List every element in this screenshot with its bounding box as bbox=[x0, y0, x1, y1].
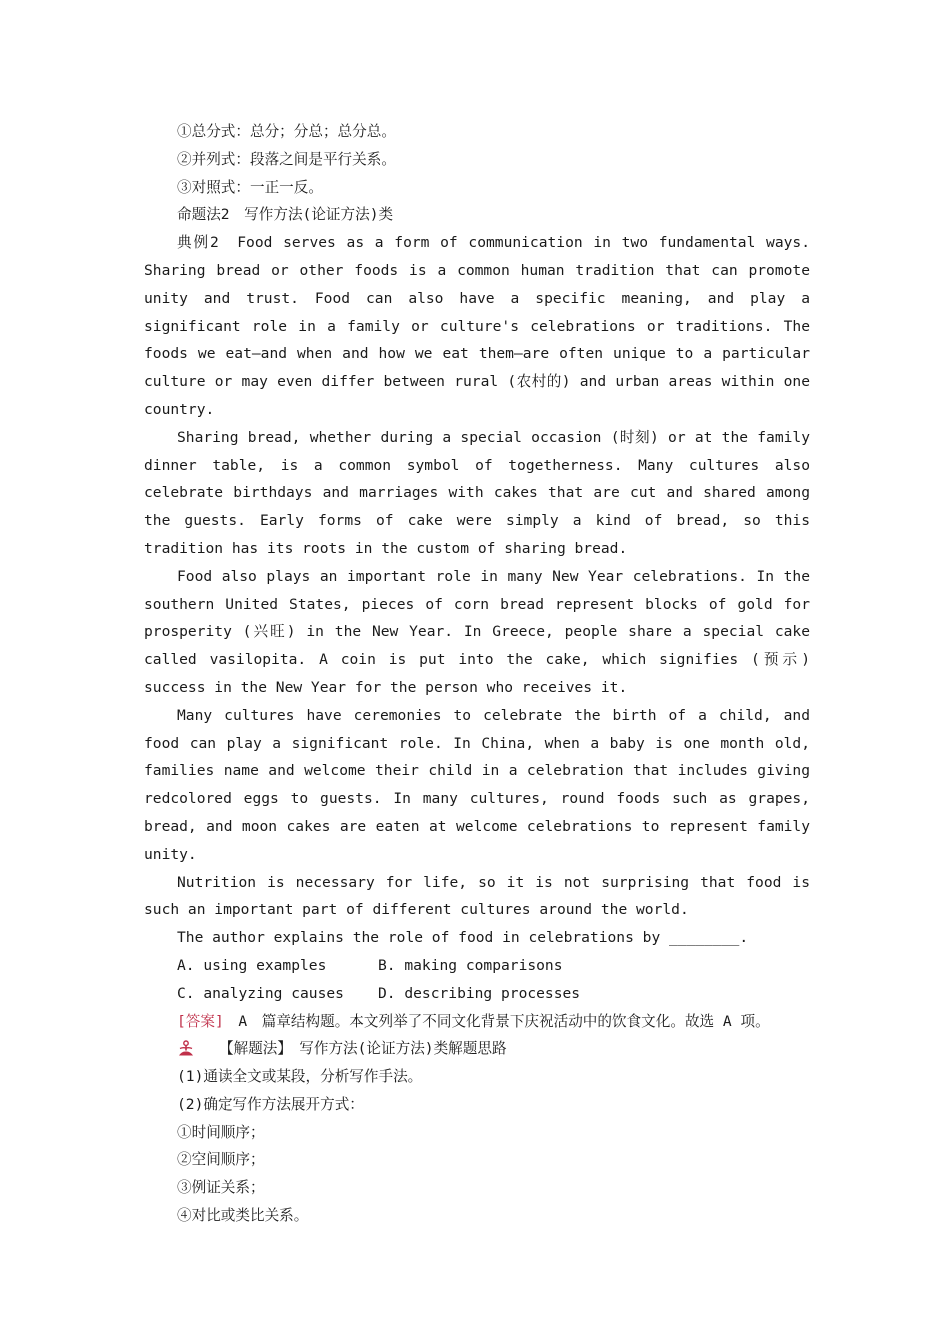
question-stem: The author explains the role of food in celebrations by ________. bbox=[177, 929, 749, 947]
options-row-1 bbox=[144, 952, 810, 980]
document-page bbox=[144, 118, 810, 1230]
meditation-figure-icon bbox=[177, 1040, 195, 1058]
list-item-parallel: ②并列式：段落之间是平行关系。 bbox=[177, 150, 396, 168]
option-b: B. making comparisons bbox=[378, 956, 563, 974]
option-c: C. analyzing causes bbox=[177, 984, 344, 1002]
example-paragraph-5: Nutrition is necessary for life, so it is not surprising that food is such an important part of different cultures around the world. bbox=[144, 873, 810, 919]
option-a: A. using examples bbox=[177, 956, 327, 974]
method-substep-time-order: ①时间顺序； bbox=[177, 1123, 265, 1141]
example-paragraph-3: Food also plays an important role in many New Year celebrations. In the southern United States, pieces of corn bread represent blocks of gold for prosperity (兴旺) in the New Year. In Greece, people share a special cake called vasilopita. A coin is put into the cake, which signifies (预示) success in the New Year for the person who receives it. bbox=[144, 567, 810, 696]
method-substep-space-order: ②空间顺序； bbox=[177, 1151, 265, 1169]
method-substep-examples: ③例证关系； bbox=[177, 1179, 265, 1197]
example-paragraph-4: Many cultures have ceremonies to celebrate the birth of a child, and food can play a significant role. In China, when a baby is one month old, families name and welcome their child in a celebration that includes giving redcolored eggs to guests. In many cultures, round foods such as grapes, bread, and moon cakes are eaten at welcome celebrations to represent family unity. bbox=[144, 706, 810, 863]
options-row-2 bbox=[144, 980, 810, 1008]
method-title: 【解题法】 写作方法(论证方法)类解题思路 bbox=[219, 1040, 507, 1058]
method-step-2: (2)确定写作方法展开方式： bbox=[177, 1095, 364, 1113]
list-item-contrast: ③对照式：一正一反。 bbox=[177, 178, 323, 196]
answer-text: A 篇章结构题。本文列举了不同文化背景下庆祝活动中的饮食文化。故选 A 项。 bbox=[223, 1012, 770, 1030]
option-d: D. describing processes bbox=[378, 984, 581, 1002]
section-heading: 命题法2 写作方法(论证方法)类 bbox=[177, 206, 394, 224]
answer-tag: [答案] bbox=[177, 1012, 224, 1030]
answer-block bbox=[144, 1008, 810, 1036]
method-step-1: (1)通读全文或某段，分析写作手法。 bbox=[177, 1068, 423, 1086]
example-paragraph-1: 典例2 Food serves as a form of communication in two fundamental ways. Sharing bread or other foods is a common human tradition that can promote unity and trust. Food can also have a specific meaning, and play a significant role in a family or culture's celebrations or traditions. The foods we eat—and when and how we eat them—are often unique to a particular culture or may even differ between rural (农村的) and urban areas within one country. bbox=[144, 234, 810, 418]
list-item-general-specific: ①总分式：总分；分总；总分总。 bbox=[177, 123, 396, 140]
method-substep-comparison: ④对比或类比关系。 bbox=[177, 1207, 309, 1225]
method-heading bbox=[144, 1035, 810, 1063]
example-paragraph-2: Sharing bread, whether during a special occasion (时刻) or at the family dinner table, is a common symbol of togetherness. Many cultures also celebrate birthdays and marriages with cakes that are cut and shared among the guests. Early forms of cake were simply a kind of bread, so this tradition has its roots in the custom of sharing bread. bbox=[144, 428, 810, 557]
